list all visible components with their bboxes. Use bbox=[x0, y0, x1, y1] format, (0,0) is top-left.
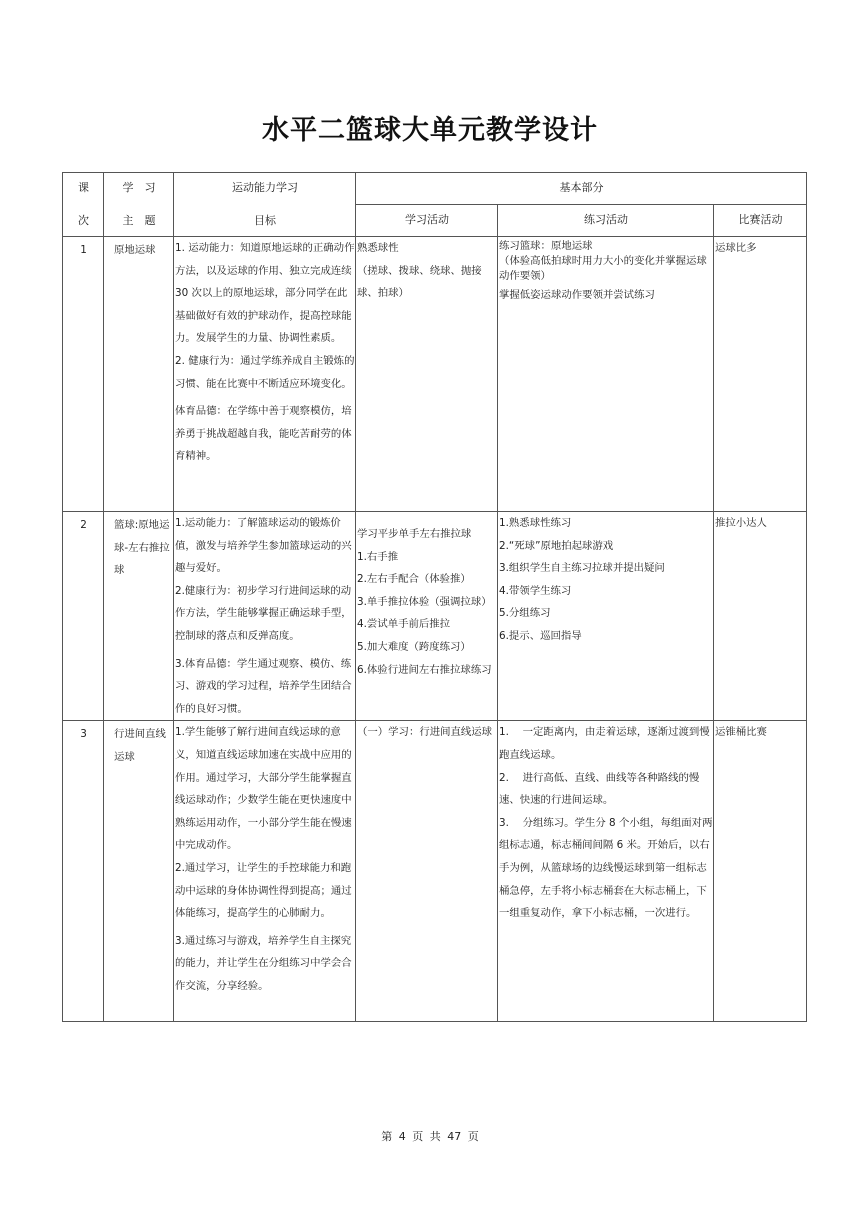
row-topic: 原地运球 bbox=[104, 237, 174, 512]
header-goal-bottom: 目标 bbox=[254, 213, 276, 227]
header-practice: 练习活动 bbox=[498, 205, 714, 237]
header-basic: 基本部分 bbox=[356, 173, 807, 205]
practice-item: 4.带领学生练习 bbox=[499, 584, 572, 597]
row-number: 3 bbox=[63, 721, 104, 1022]
row-practice bbox=[498, 512, 714, 721]
practice-item: 1.熟悉球性练习 bbox=[499, 517, 572, 529]
row-learn bbox=[356, 721, 498, 1022]
learn-item: （搓球、拨球、绕球、抛接球、拍球） bbox=[357, 264, 482, 300]
learn-item: 5.加大难度（跨度练习） bbox=[357, 640, 471, 653]
page-title: 水平二篮球大单元教学设计 bbox=[262, 115, 598, 146]
row-practice bbox=[498, 721, 714, 1022]
goal-item: 3.体育品德：学生通过观察、模仿、练习、游戏的学习过程，培养学生团结合作的良好习惯。 bbox=[175, 657, 352, 715]
practice-item: 2. 进行高低、直线、曲线等各种路线的慢速、快速的行进间运球。 bbox=[499, 771, 700, 807]
row-number: 2 bbox=[63, 512, 104, 721]
goal-item: 2. 健康行为：通过学练养成自主锻炼的习惯、能在比赛中不断适应环境变化。 bbox=[175, 354, 355, 390]
learn-item: 6.体验行进间左右推拉球练习 bbox=[357, 663, 492, 676]
row-number: 1 bbox=[63, 237, 104, 512]
row-goals bbox=[174, 721, 356, 1022]
learn-item: 1.右手推 bbox=[357, 550, 399, 563]
practice-item: 1. 一定距离内，由走着运球，逐渐过渡到慢跑直线运球。 bbox=[499, 726, 710, 761]
header-lesson bbox=[63, 173, 104, 237]
header-topic bbox=[104, 173, 174, 237]
practice-item: 练习篮球：原地运球 bbox=[499, 240, 593, 252]
header-learn: 学习活动 bbox=[356, 205, 498, 237]
row-learn bbox=[356, 512, 498, 721]
header-topic-top: 学 习 bbox=[122, 180, 156, 194]
learn-item: 3.单手推拉体验（强调拉球） bbox=[357, 595, 492, 608]
table-row bbox=[63, 237, 807, 512]
learn-item: （一）学习：行进间直线运球 bbox=[357, 726, 493, 739]
header-goal-top: 运动能力学习 bbox=[232, 180, 298, 194]
goal-item: 1.运动能力：了解篮球运动的锻炼价值，激发与培养学生参加篮球运动的兴趣与爱好。 bbox=[175, 517, 352, 575]
table-row bbox=[63, 721, 807, 1022]
row-topic: 篮球:原地运球-左右推拉球 bbox=[104, 512, 174, 721]
page-footer: 第 4 页 共 47 页 bbox=[381, 1130, 479, 1143]
lesson-plan-table bbox=[62, 172, 807, 1022]
row-practice bbox=[498, 237, 714, 512]
goal-item: 2.健康行为：初步学习行进间运球的动作方法，学生能够掌握正确运球手型，控制球的落点和反弹高度。 bbox=[175, 584, 352, 642]
goal-item: 2.通过学习，让学生的手控球能力和跑动中运球的身体协调性得到提高；通过体能练习，提高学生的心肺耐力。 bbox=[175, 861, 352, 920]
learn-item: 学习平步单手左右推拉球 bbox=[357, 528, 472, 540]
practice-item: 掌握低姿运球动作要领并尝试练习 bbox=[499, 289, 655, 301]
practice-item: 3.组织学生自主练习拉球并提出疑问 bbox=[499, 562, 665, 575]
row-goals bbox=[174, 237, 356, 512]
learn-item: 熟悉球性 bbox=[357, 242, 399, 254]
practice-item: （体验高低拍球时用力大小的变化并掌握运球动作要领） bbox=[499, 255, 707, 282]
row-topic: 行进间直线运球 bbox=[104, 721, 174, 1022]
header-lesson-bottom: 次 bbox=[78, 213, 89, 227]
header-goal bbox=[174, 173, 356, 237]
header-match: 比赛活动 bbox=[714, 205, 807, 237]
goal-item: 1. 运动能力：知道原地运球的正确动作方法，以及运球的作用、独立完成连续 30 次以上的原地运球，部分同学在此基础做好有效的护球动作，提高控球能力。发展学生的力量、协调性素质。 bbox=[175, 242, 355, 345]
goal-item: 3.通过练习与游戏，培养学生自主探究的能力，并让学生在分组练习中学会合作交流，分享经验。 bbox=[175, 934, 352, 992]
table-row bbox=[63, 512, 807, 721]
goal-item: 1.学生能够了解行进间直线运球的意义，知道直线运球加速在实战中应用的作用。通过学习，大部分学生能掌握直线运球动作；少数学生能在更快速度中熟练运用动作，一小部分学生能在慢速中完成动作。 bbox=[175, 726, 352, 852]
row-match: 运球比多 bbox=[714, 237, 807, 512]
practice-item: 5.分组练习 bbox=[499, 607, 551, 620]
learn-item: 2.左右手配合（体验推） bbox=[357, 573, 471, 586]
goal-item: 体育品德：在学练中善于观察模仿，培养勇于挑战超越自我，能吃苦耐劳的体育精神。 bbox=[175, 405, 352, 463]
row-learn bbox=[356, 237, 498, 512]
row-match: 推拉小达人 bbox=[714, 512, 807, 721]
practice-item: 6.提示、巡回指导 bbox=[499, 629, 582, 642]
header-topic-bottom: 主 题 bbox=[122, 213, 156, 227]
header-lesson-top: 课 bbox=[78, 180, 89, 194]
practice-item: 2.“死球”原地拍起球游戏 bbox=[499, 539, 614, 552]
learn-item: 4.尝试单手前后推拉 bbox=[357, 618, 451, 631]
row-goals bbox=[174, 512, 356, 721]
practice-item: 3. 分组练习。学生分 8 个小组，每组面对两组标志通，标志桶间间隔 6 米。开始后，以右手为例，从篮球场的边线慢运球到第一组标志桶急停，左手将小标志桶套在大标志桶上，下一组重复动作，拿下小标志桶，一次进行。 bbox=[499, 816, 713, 920]
row-match: 运锥桶比赛 bbox=[714, 721, 807, 1022]
